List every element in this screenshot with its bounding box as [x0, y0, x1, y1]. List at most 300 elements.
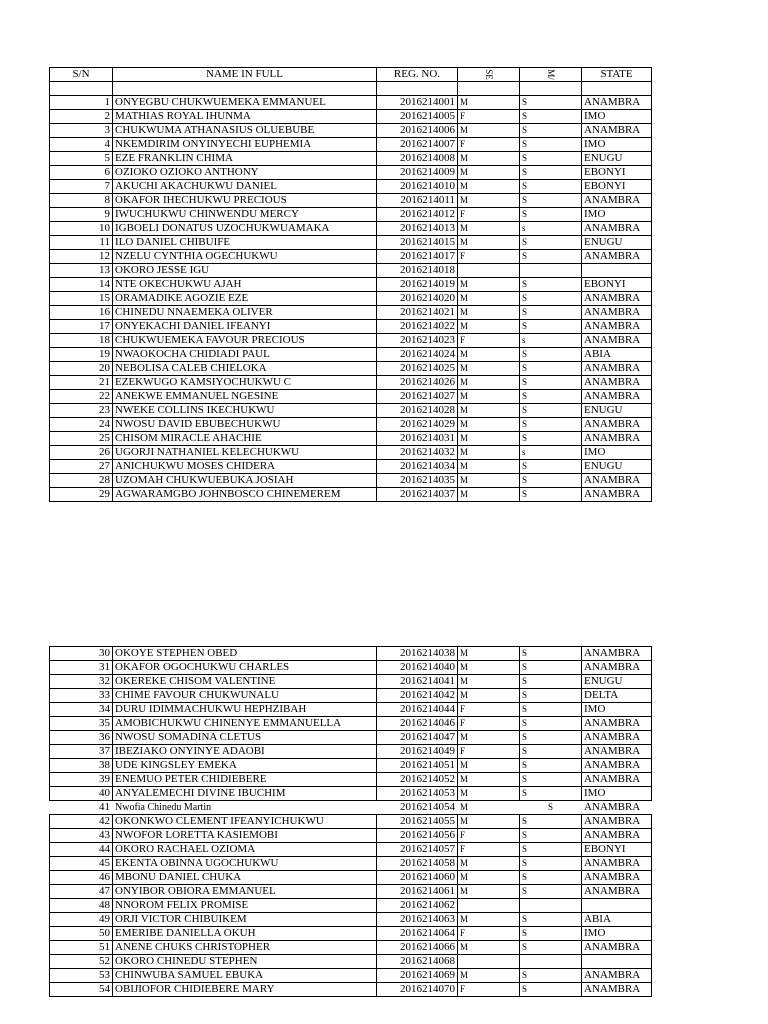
- reg-no-cell: 2016214054: [377, 801, 458, 815]
- header-sex-label: SE: [483, 69, 494, 80]
- state-cell: DELTA: [582, 689, 652, 703]
- sex-cell: M: [458, 376, 520, 390]
- sex-cell: F: [458, 927, 520, 941]
- name-cell: UDE KINGSLEY EMEKA: [113, 759, 377, 773]
- serial-number-cell: 3: [50, 124, 113, 138]
- state-cell: ANAMBRA: [582, 474, 652, 488]
- marital-status-cell: S: [520, 927, 582, 941]
- serial-number-cell: 5: [50, 152, 113, 166]
- name-cell: IGBOELI DONATUS UZOCHUKWUAMAKA: [113, 222, 377, 236]
- state-cell: IMO: [582, 703, 652, 717]
- sex-cell: F: [458, 829, 520, 843]
- sex-cell: M: [458, 661, 520, 675]
- reg-no-cell: 2016214068: [377, 955, 458, 969]
- serial-number-cell: 43: [50, 829, 113, 843]
- marital-status-cell: S: [520, 488, 582, 502]
- sex-cell: F: [458, 208, 520, 222]
- reg-no-cell: 2016214042: [377, 689, 458, 703]
- marital-status-cell: S: [520, 278, 582, 292]
- blank-cell: [582, 82, 652, 96]
- sex-cell: M: [458, 404, 520, 418]
- reg-no-cell: 2016214029: [377, 418, 458, 432]
- name-cell: OKEREKE CHISOM VALENTINE: [113, 675, 377, 689]
- table-row: [50, 110, 652, 124]
- serial-number-cell: 8: [50, 194, 113, 208]
- header-sex: [458, 68, 520, 82]
- reg-no-cell: 2016214010: [377, 180, 458, 194]
- name-cell: OKONKWO CLEMENT IFEANYICHUKWU: [113, 815, 377, 829]
- table-row: [50, 815, 652, 829]
- reg-no-cell: 2016214023: [377, 334, 458, 348]
- table-row: [50, 348, 652, 362]
- table-row: [50, 152, 652, 166]
- sex-cell: F: [458, 138, 520, 152]
- name-cell: NNOROM FELIX PROMISE: [113, 899, 377, 913]
- reg-no-cell: 2016214066: [377, 941, 458, 955]
- reg-no-cell: 2016214013: [377, 222, 458, 236]
- state-cell: ANAMBRA: [582, 801, 652, 815]
- reg-no-cell: 2016214058: [377, 857, 458, 871]
- name-cell: OKORO RACHAEL OZIOMA: [113, 843, 377, 857]
- name-cell: OKAFOR IHECHUKWU PRECIOUS: [113, 194, 377, 208]
- marital-status-cell: s: [520, 446, 582, 460]
- marital-status-cell: S: [520, 208, 582, 222]
- reg-no-cell: 2016214063: [377, 913, 458, 927]
- sex-cell: M: [458, 96, 520, 110]
- reg-no-cell: 2016214062: [377, 899, 458, 913]
- name-cell: ILO DANIEL CHIBUIFE: [113, 236, 377, 250]
- state-cell: ANAMBRA: [582, 222, 652, 236]
- state-cell: ANAMBRA: [582, 731, 652, 745]
- name-cell: MATHIAS ROYAL IHUNMA: [113, 110, 377, 124]
- table-row: [50, 843, 652, 857]
- sex-cell: [458, 264, 520, 278]
- sex-cell: M: [458, 969, 520, 983]
- state-cell: ANAMBRA: [582, 488, 652, 502]
- name-cell: Nwofia Chinedu Martin: [113, 801, 377, 815]
- blank-row: [50, 82, 652, 96]
- name-cell: ORAMADIKE AGOZIE EZE: [113, 292, 377, 306]
- reg-no-cell: 2016214064: [377, 927, 458, 941]
- marital-status-cell: S: [520, 292, 582, 306]
- state-cell: EBONYI: [582, 180, 652, 194]
- name-cell: UZOMAH CHUKWUEBUKA JOSIAH: [113, 474, 377, 488]
- state-cell: IMO: [582, 787, 652, 801]
- serial-number-cell: 31: [50, 661, 113, 675]
- sex-cell: M: [458, 292, 520, 306]
- reg-no-cell: 2016214022: [377, 320, 458, 334]
- state-cell: ANAMBRA: [582, 320, 652, 334]
- serial-number-cell: 30: [50, 647, 113, 661]
- name-cell: ANEKWE EMMANUEL NGESINE: [113, 390, 377, 404]
- state-cell: EBONYI: [582, 278, 652, 292]
- marital-status-cell: S: [520, 110, 582, 124]
- sex-cell: M: [458, 348, 520, 362]
- sex-cell: F: [458, 334, 520, 348]
- table-row: [50, 801, 652, 815]
- serial-number-cell: 2: [50, 110, 113, 124]
- marital-status-cell: S: [520, 166, 582, 180]
- marital-status-cell: S: [520, 731, 582, 745]
- table-row: [50, 927, 652, 941]
- name-cell: CHUKWUEMEKA FAVOUR PRECIOUS: [113, 334, 377, 348]
- state-cell: ANAMBRA: [582, 829, 652, 843]
- marital-status-cell: S: [520, 843, 582, 857]
- marital-status-cell: S: [520, 689, 582, 703]
- table-row: [50, 913, 652, 927]
- sex-cell: M: [458, 913, 520, 927]
- marital-status-cell: S: [520, 348, 582, 362]
- state-cell: ANAMBRA: [582, 969, 652, 983]
- reg-no-cell: 2016214027: [377, 390, 458, 404]
- serial-number-cell: 12: [50, 250, 113, 264]
- state-cell: IMO: [582, 927, 652, 941]
- sex-cell: M: [458, 446, 520, 460]
- serial-number-cell: 21: [50, 376, 113, 390]
- sex-cell: [458, 899, 520, 913]
- name-cell: ORJI VICTOR CHIBUIKEM: [113, 913, 377, 927]
- serial-number-cell: 6: [50, 166, 113, 180]
- reg-no-cell: 2016214008: [377, 152, 458, 166]
- marital-status-cell: [520, 264, 582, 278]
- marital-status-cell: S: [520, 194, 582, 208]
- header-reg-no: REG. NO.: [377, 68, 458, 82]
- serial-number-cell: 50: [50, 927, 113, 941]
- table-row: [50, 236, 652, 250]
- serial-number-cell: 45: [50, 857, 113, 871]
- serial-number-cell: 47: [50, 885, 113, 899]
- sex-cell: M: [458, 787, 520, 801]
- sex-cell: [458, 955, 520, 969]
- serial-number-cell: 37: [50, 745, 113, 759]
- table-row: [50, 362, 652, 376]
- state-cell: ANAMBRA: [582, 306, 652, 320]
- sex-cell: M: [458, 474, 520, 488]
- marital-status-cell: S: [520, 969, 582, 983]
- sex-cell: M: [458, 180, 520, 194]
- name-cell: NWEKE COLLINS IKECHUKWU: [113, 404, 377, 418]
- serial-number-cell: 38: [50, 759, 113, 773]
- serial-number-cell: 10: [50, 222, 113, 236]
- state-cell: ANAMBRA: [582, 418, 652, 432]
- serial-number-cell: 13: [50, 264, 113, 278]
- marital-status-cell: S: [520, 941, 582, 955]
- table-row: [50, 166, 652, 180]
- serial-number-cell: 15: [50, 292, 113, 306]
- serial-number-cell: 29: [50, 488, 113, 502]
- marital-status-cell: S: [520, 96, 582, 110]
- name-cell: EKENTA OBINNA UGOCHUKWU: [113, 857, 377, 871]
- name-cell: ONYEGBU CHUKWUEMEKA EMMANUEL: [113, 96, 377, 110]
- serial-number-cell: 20: [50, 362, 113, 376]
- serial-number-cell: 49: [50, 913, 113, 927]
- marital-status-cell: S: [520, 306, 582, 320]
- serial-number-cell: 51: [50, 941, 113, 955]
- marital-status-cell: S: [520, 124, 582, 138]
- state-cell: ANAMBRA: [582, 96, 652, 110]
- state-cell: EBONYI: [582, 166, 652, 180]
- reg-no-cell: 2016214061: [377, 885, 458, 899]
- sex-cell: M: [458, 460, 520, 474]
- marital-status-cell: S: [520, 250, 582, 264]
- table-row: [50, 138, 652, 152]
- serial-number-cell: 36: [50, 731, 113, 745]
- name-cell: NWOSU SOMADINA CLETUS: [113, 731, 377, 745]
- marital-status-cell: S: [520, 390, 582, 404]
- table-row: [50, 96, 652, 110]
- table-row: [50, 306, 652, 320]
- table-row: [50, 703, 652, 717]
- sex-cell: M: [458, 689, 520, 703]
- marital-status-cell: S: [520, 460, 582, 474]
- table-row: [50, 460, 652, 474]
- name-cell: AMOBICHUKWU CHINENYE EMMANUELLA: [113, 717, 377, 731]
- state-cell: EBONYI: [582, 843, 652, 857]
- table-row: [50, 759, 652, 773]
- marital-status-cell: S: [520, 320, 582, 334]
- reg-no-cell: 2016214009: [377, 166, 458, 180]
- serial-number-cell: 32: [50, 675, 113, 689]
- serial-number-cell: 16: [50, 306, 113, 320]
- name-cell: ENEMUO PETER CHIDIEBERE: [113, 773, 377, 787]
- marital-status-cell: S: [520, 815, 582, 829]
- state-cell: ABIA: [582, 348, 652, 362]
- reg-no-cell: 2016214018: [377, 264, 458, 278]
- state-cell: ANAMBRA: [582, 759, 652, 773]
- table-row: [50, 194, 652, 208]
- serial-number-cell: 46: [50, 871, 113, 885]
- marital-status-cell: S: [520, 857, 582, 871]
- serial-number-cell: 7: [50, 180, 113, 194]
- blank-cell: [377, 82, 458, 96]
- serial-number-cell: 41: [50, 801, 113, 815]
- table-row: [50, 857, 652, 871]
- name-cell: OKAFOR OGOCHUKWU CHARLES: [113, 661, 377, 675]
- sex-cell: M: [458, 871, 520, 885]
- reg-no-cell: 2016214012: [377, 208, 458, 222]
- serial-number-cell: 25: [50, 432, 113, 446]
- sex-cell: M: [458, 390, 520, 404]
- reg-no-cell: 2016214070: [377, 983, 458, 997]
- serial-number-cell: 52: [50, 955, 113, 969]
- sex-cell: M: [458, 432, 520, 446]
- marital-status-cell: S: [520, 773, 582, 787]
- name-cell: OKOYE STEPHEN OBED: [113, 647, 377, 661]
- reg-no-cell: 2016214040: [377, 661, 458, 675]
- serial-number-cell: 42: [50, 815, 113, 829]
- serial-number-cell: 24: [50, 418, 113, 432]
- marital-status-cell: S: [520, 180, 582, 194]
- reg-no-cell: 2016214017: [377, 250, 458, 264]
- marital-status-cell: S: [520, 138, 582, 152]
- marital-status-cell: S: [520, 885, 582, 899]
- marital-status-cell: [520, 899, 582, 913]
- sex-cell: F: [458, 745, 520, 759]
- sex-cell: M: [458, 418, 520, 432]
- name-cell: OBIJIOFOR CHIDIEBERE MARY: [113, 983, 377, 997]
- state-cell: ANAMBRA: [582, 124, 652, 138]
- header-sn: S/N: [50, 68, 113, 82]
- marital-status-cell: S: [520, 745, 582, 759]
- sex-cell: M: [458, 236, 520, 250]
- serial-number-cell: 44: [50, 843, 113, 857]
- state-cell: IMO: [582, 110, 652, 124]
- header-state: STATE: [582, 68, 652, 82]
- marital-status-cell: S: [520, 376, 582, 390]
- sex-cell: M: [458, 488, 520, 502]
- state-cell: ANAMBRA: [582, 773, 652, 787]
- marital-status-cell: S: [520, 432, 582, 446]
- name-cell: ONYIBOR OBIORA EMMANUEL: [113, 885, 377, 899]
- name-cell: EMERIBE DANIELLA OKUH: [113, 927, 377, 941]
- marital-status-cell: S: [520, 404, 582, 418]
- table-row: [50, 885, 652, 899]
- marital-status-cell: S: [520, 983, 582, 997]
- state-cell: IMO: [582, 208, 652, 222]
- table-row: [50, 899, 652, 913]
- marital-status-cell: S: [520, 647, 582, 661]
- sex-cell: F: [458, 843, 520, 857]
- marital-status-cell: S: [520, 418, 582, 432]
- marital-status-cell: s: [520, 222, 582, 236]
- table-2-body: [50, 647, 652, 997]
- serial-number-cell: 9: [50, 208, 113, 222]
- state-cell: [582, 264, 652, 278]
- header-marital-status-label: M/: [545, 69, 556, 80]
- reg-no-cell: 2016214015: [377, 236, 458, 250]
- table-row: [50, 124, 652, 138]
- sex-cell: M: [458, 278, 520, 292]
- name-cell: OKORO CHINEDU STEPHEN: [113, 955, 377, 969]
- reg-no-cell: 2016214055: [377, 815, 458, 829]
- state-cell: ANAMBRA: [582, 983, 652, 997]
- reg-no-cell: 2016214011: [377, 194, 458, 208]
- state-cell: IMO: [582, 138, 652, 152]
- reg-no-cell: 2016214024: [377, 348, 458, 362]
- sex-cell: M: [458, 320, 520, 334]
- sex-cell: M: [458, 194, 520, 208]
- name-cell: NWOSU DAVID EBUBECHUKWU: [113, 418, 377, 432]
- sex-cell: M: [458, 124, 520, 138]
- state-cell: ANAMBRA: [582, 857, 652, 871]
- name-cell: EZE FRANKLIN CHIMA: [113, 152, 377, 166]
- serial-number-cell: 53: [50, 969, 113, 983]
- marital-status-cell: S: [520, 787, 582, 801]
- sex-cell: M: [458, 801, 520, 815]
- reg-no-cell: 2016214051: [377, 759, 458, 773]
- state-cell: ANAMBRA: [582, 390, 652, 404]
- marital-status-cell: s: [520, 334, 582, 348]
- name-cell: NEBOLISA CALEB CHIELOKA: [113, 362, 377, 376]
- state-cell: ANAMBRA: [582, 717, 652, 731]
- name-cell: NWOFOR LORETTA KASIEMOBI: [113, 829, 377, 843]
- serial-number-cell: 48: [50, 899, 113, 913]
- name-cell: ONYEKACHI DANIEL IFEANYI: [113, 320, 377, 334]
- marital-status-cell: S: [520, 362, 582, 376]
- state-cell: [582, 899, 652, 913]
- serial-number-cell: 26: [50, 446, 113, 460]
- name-cell: NWAOKOCHA CHIDIADI PAUL: [113, 348, 377, 362]
- table-row: [50, 717, 652, 731]
- marital-status-cell: S: [520, 801, 582, 815]
- table-row: [50, 689, 652, 703]
- name-cell: NKEMDIRIM ONYINYECHI EUPHEMIA: [113, 138, 377, 152]
- state-cell: ANAMBRA: [582, 885, 652, 899]
- table-row: [50, 180, 652, 194]
- reg-no-cell: 2016214032: [377, 446, 458, 460]
- table-row: [50, 432, 652, 446]
- serial-number-cell: 14: [50, 278, 113, 292]
- name-cell: IBEZIAKO ONYINYE ADAOBI: [113, 745, 377, 759]
- sex-cell: M: [458, 166, 520, 180]
- state-cell: ANAMBRA: [582, 941, 652, 955]
- reg-no-cell: 2016214026: [377, 376, 458, 390]
- reg-no-cell: 2016214001: [377, 96, 458, 110]
- state-cell: IMO: [582, 446, 652, 460]
- marital-status-cell: S: [520, 829, 582, 843]
- header-row: [50, 68, 652, 82]
- state-cell: ANAMBRA: [582, 292, 652, 306]
- table-row: [50, 320, 652, 334]
- table-row: [50, 773, 652, 787]
- name-cell: ANENE CHUKS CHRISTOPHER: [113, 941, 377, 955]
- reg-no-cell: 2016214035: [377, 474, 458, 488]
- sex-cell: M: [458, 731, 520, 745]
- state-cell: ENUGU: [582, 460, 652, 474]
- reg-no-cell: 2016214019: [377, 278, 458, 292]
- reg-no-cell: 2016214046: [377, 717, 458, 731]
- name-cell: NTE OKECHUKWU AJAH: [113, 278, 377, 292]
- sex-cell: M: [458, 815, 520, 829]
- reg-no-cell: 2016214025: [377, 362, 458, 376]
- reg-no-cell: 2016214069: [377, 969, 458, 983]
- state-cell: ANAMBRA: [582, 334, 652, 348]
- table-row: [50, 376, 652, 390]
- serial-number-cell: 28: [50, 474, 113, 488]
- blank-cell: [113, 82, 377, 96]
- sex-cell: F: [458, 250, 520, 264]
- table-row: [50, 418, 652, 432]
- table-row: [50, 446, 652, 460]
- state-cell: ANAMBRA: [582, 432, 652, 446]
- table-row: [50, 871, 652, 885]
- state-cell: [582, 955, 652, 969]
- table-row: [50, 829, 652, 843]
- marital-status-cell: S: [520, 913, 582, 927]
- state-cell: ANAMBRA: [582, 661, 652, 675]
- reg-no-cell: 2016214037: [377, 488, 458, 502]
- reg-no-cell: 2016214021: [377, 306, 458, 320]
- sex-cell: M: [458, 647, 520, 661]
- sex-cell: F: [458, 110, 520, 124]
- serial-number-cell: 39: [50, 773, 113, 787]
- reg-no-cell: 2016214060: [377, 871, 458, 885]
- name-cell: CHINWUBA SAMUEL EBUKA: [113, 969, 377, 983]
- name-cell: OKORO JESSE IGU: [113, 264, 377, 278]
- serial-number-cell: 22: [50, 390, 113, 404]
- serial-number-cell: 23: [50, 404, 113, 418]
- table-row: [50, 292, 652, 306]
- reg-no-cell: 2016214034: [377, 460, 458, 474]
- table-row: [50, 250, 652, 264]
- sex-cell: M: [458, 152, 520, 166]
- name-cell: ANICHUKWU MOSES CHIDERA: [113, 460, 377, 474]
- reg-no-cell: 2016214049: [377, 745, 458, 759]
- sex-cell: M: [458, 306, 520, 320]
- serial-number-cell: 17: [50, 320, 113, 334]
- marital-status-cell: S: [520, 474, 582, 488]
- table-1-body: [50, 96, 652, 502]
